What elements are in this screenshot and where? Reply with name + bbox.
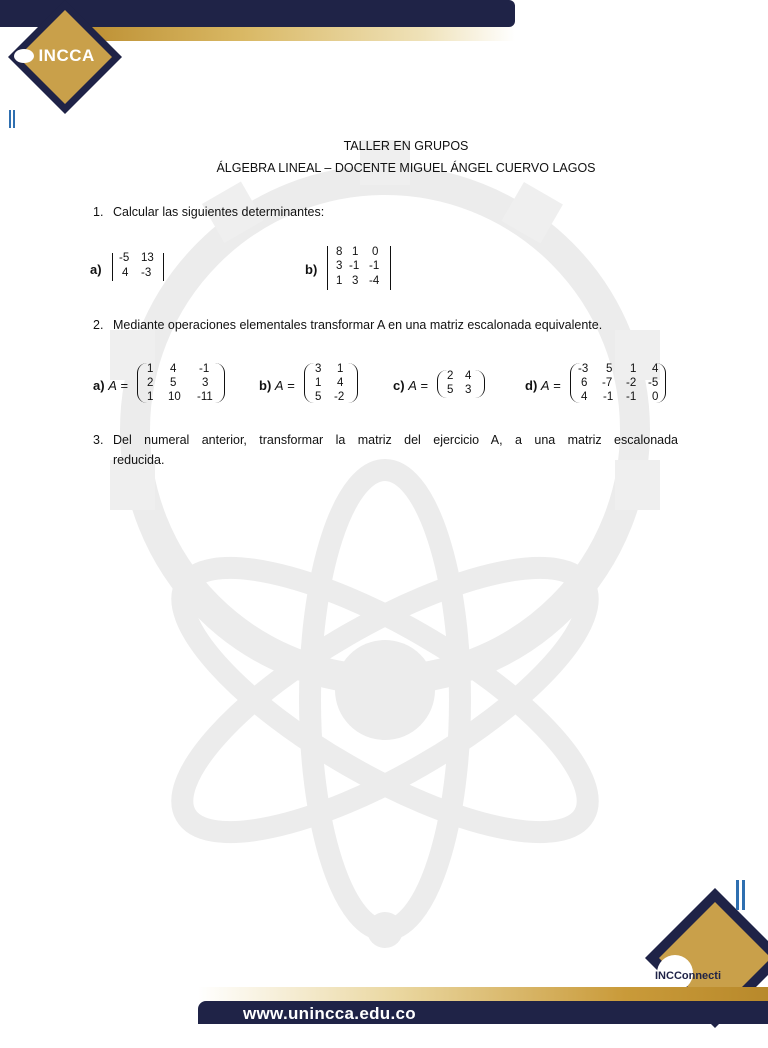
matrix-cell: 4 bbox=[465, 370, 472, 382]
question-text: Mediante operaciones elementales transformar A en una matriz escalonada equivalente. bbox=[113, 318, 603, 332]
matrix-cell: -5 bbox=[648, 377, 659, 389]
matrix-cell: 5 bbox=[315, 391, 322, 403]
logo-text: INCCA bbox=[38, 46, 95, 65]
matrix-b-head bbox=[259, 378, 295, 393]
det-b-label: b) bbox=[305, 262, 318, 277]
matrix-a bbox=[137, 363, 227, 405]
det-cell: -4 bbox=[369, 275, 380, 287]
matrix-cell: 0 bbox=[652, 391, 659, 403]
matrix-cell: 2 bbox=[147, 377, 154, 389]
question-2 bbox=[93, 318, 603, 332]
logo-icon bbox=[14, 49, 34, 63]
matrix-cell: 1 bbox=[147, 363, 154, 375]
matrix-eq: = bbox=[553, 378, 561, 393]
doc-title: TALLER EN GRUPOS bbox=[343, 139, 469, 153]
question-number: 1. bbox=[93, 205, 104, 219]
matrix-d-head bbox=[525, 378, 561, 393]
det-cell: 3 bbox=[336, 260, 343, 272]
doc-subtitle: ÁLGEBRA LINEAL – DOCENTE MIGUEL ÁNGEL CUERVO LAGOS bbox=[216, 161, 596, 175]
det-cell: 13 bbox=[141, 252, 154, 264]
matrix-cell: 4 bbox=[652, 363, 659, 375]
matrix-cell: 5 bbox=[447, 384, 454, 396]
matrix-label: c) bbox=[393, 378, 405, 393]
matrix-var: A bbox=[540, 378, 550, 393]
det-cell: 8 bbox=[336, 246, 343, 258]
matrix-label: b) bbox=[259, 378, 272, 393]
footer-bars-icon bbox=[736, 880, 748, 910]
question-text: Calcular las siguientes determinantes: bbox=[113, 205, 325, 219]
matrix-cell: 3 bbox=[465, 384, 472, 396]
matrix-a-head bbox=[93, 378, 128, 393]
matrix-d bbox=[570, 363, 670, 405]
matrix-cell: 2 bbox=[447, 370, 454, 382]
det-cell: -1 bbox=[349, 260, 360, 272]
matrix-cell: 1 bbox=[147, 391, 154, 403]
matrix-c bbox=[437, 370, 487, 400]
logo[interactable] bbox=[14, 46, 95, 66]
det-cell: 1 bbox=[352, 246, 359, 258]
matrix-cell: 5 bbox=[606, 363, 613, 375]
matrix-b bbox=[304, 363, 360, 405]
det-cell: -5 bbox=[119, 252, 130, 264]
det-a bbox=[112, 253, 164, 281]
matrix-label: d) bbox=[525, 378, 538, 393]
question-1 bbox=[93, 205, 325, 219]
matrix-eq: = bbox=[287, 378, 295, 393]
matrix-eq: = bbox=[420, 378, 429, 393]
matrix-cell: -2 bbox=[626, 377, 637, 389]
det-a-label: a) bbox=[90, 262, 102, 277]
matrix-cell: -1 bbox=[199, 363, 210, 375]
det-cell: -1 bbox=[369, 260, 380, 272]
matrix-c-head bbox=[393, 378, 428, 393]
matrix-cell: 1 bbox=[630, 363, 637, 375]
matrix-cell: -3 bbox=[578, 363, 589, 375]
matrix-cell: 3 bbox=[315, 363, 322, 375]
matrix-cell: 1 bbox=[315, 377, 322, 389]
matrix-cell: -7 bbox=[602, 377, 613, 389]
det-cell: 3 bbox=[352, 275, 359, 287]
matrix-cell: -2 bbox=[334, 391, 345, 403]
matrix-cell: 6 bbox=[581, 377, 588, 389]
matrix-eq: = bbox=[120, 378, 129, 393]
det-b bbox=[327, 246, 391, 290]
matrix-cell: -1 bbox=[603, 391, 614, 403]
matrix-cell: 4 bbox=[581, 391, 588, 403]
matrix-cell: -1 bbox=[626, 391, 637, 403]
matrix-cell: 3 bbox=[202, 377, 209, 389]
matrix-var: A bbox=[274, 378, 284, 393]
matrix-label: a) bbox=[93, 378, 105, 393]
question-number: 3. bbox=[93, 433, 104, 447]
matrix-cell: -11 bbox=[197, 391, 213, 403]
footer-url-link[interactable]: www.unincca.edu.co bbox=[243, 1004, 416, 1023]
header-bars-icon bbox=[9, 110, 17, 128]
question-text-line: Del numeral anterior, transformar la matriz del ejercicio A, a una matriz escalonada bbox=[113, 433, 678, 447]
det-cell: -3 bbox=[141, 267, 152, 279]
footer-badge[interactable] bbox=[655, 970, 721, 982]
footer-badge-text: INCConnecti bbox=[655, 970, 721, 982]
matrix-cell: 4 bbox=[170, 363, 177, 375]
question-text-line: reducida. bbox=[113, 453, 165, 467]
header-logo-diamond bbox=[0, 0, 140, 132]
det-cell: 0 bbox=[372, 246, 379, 258]
question-number: 2. bbox=[93, 318, 104, 332]
matrix-var: A bbox=[408, 378, 417, 393]
det-cell: 4 bbox=[122, 267, 129, 279]
matrix-cell: 5 bbox=[170, 377, 177, 389]
matrix-var: A bbox=[108, 378, 117, 393]
footer-gold-stripe bbox=[198, 987, 768, 1001]
matrix-cell: 10 bbox=[168, 391, 181, 403]
det-cell: 1 bbox=[336, 275, 343, 287]
matrix-cell: 1 bbox=[337, 363, 344, 375]
matrix-cell: 4 bbox=[337, 377, 344, 389]
question-3 bbox=[93, 433, 678, 467]
